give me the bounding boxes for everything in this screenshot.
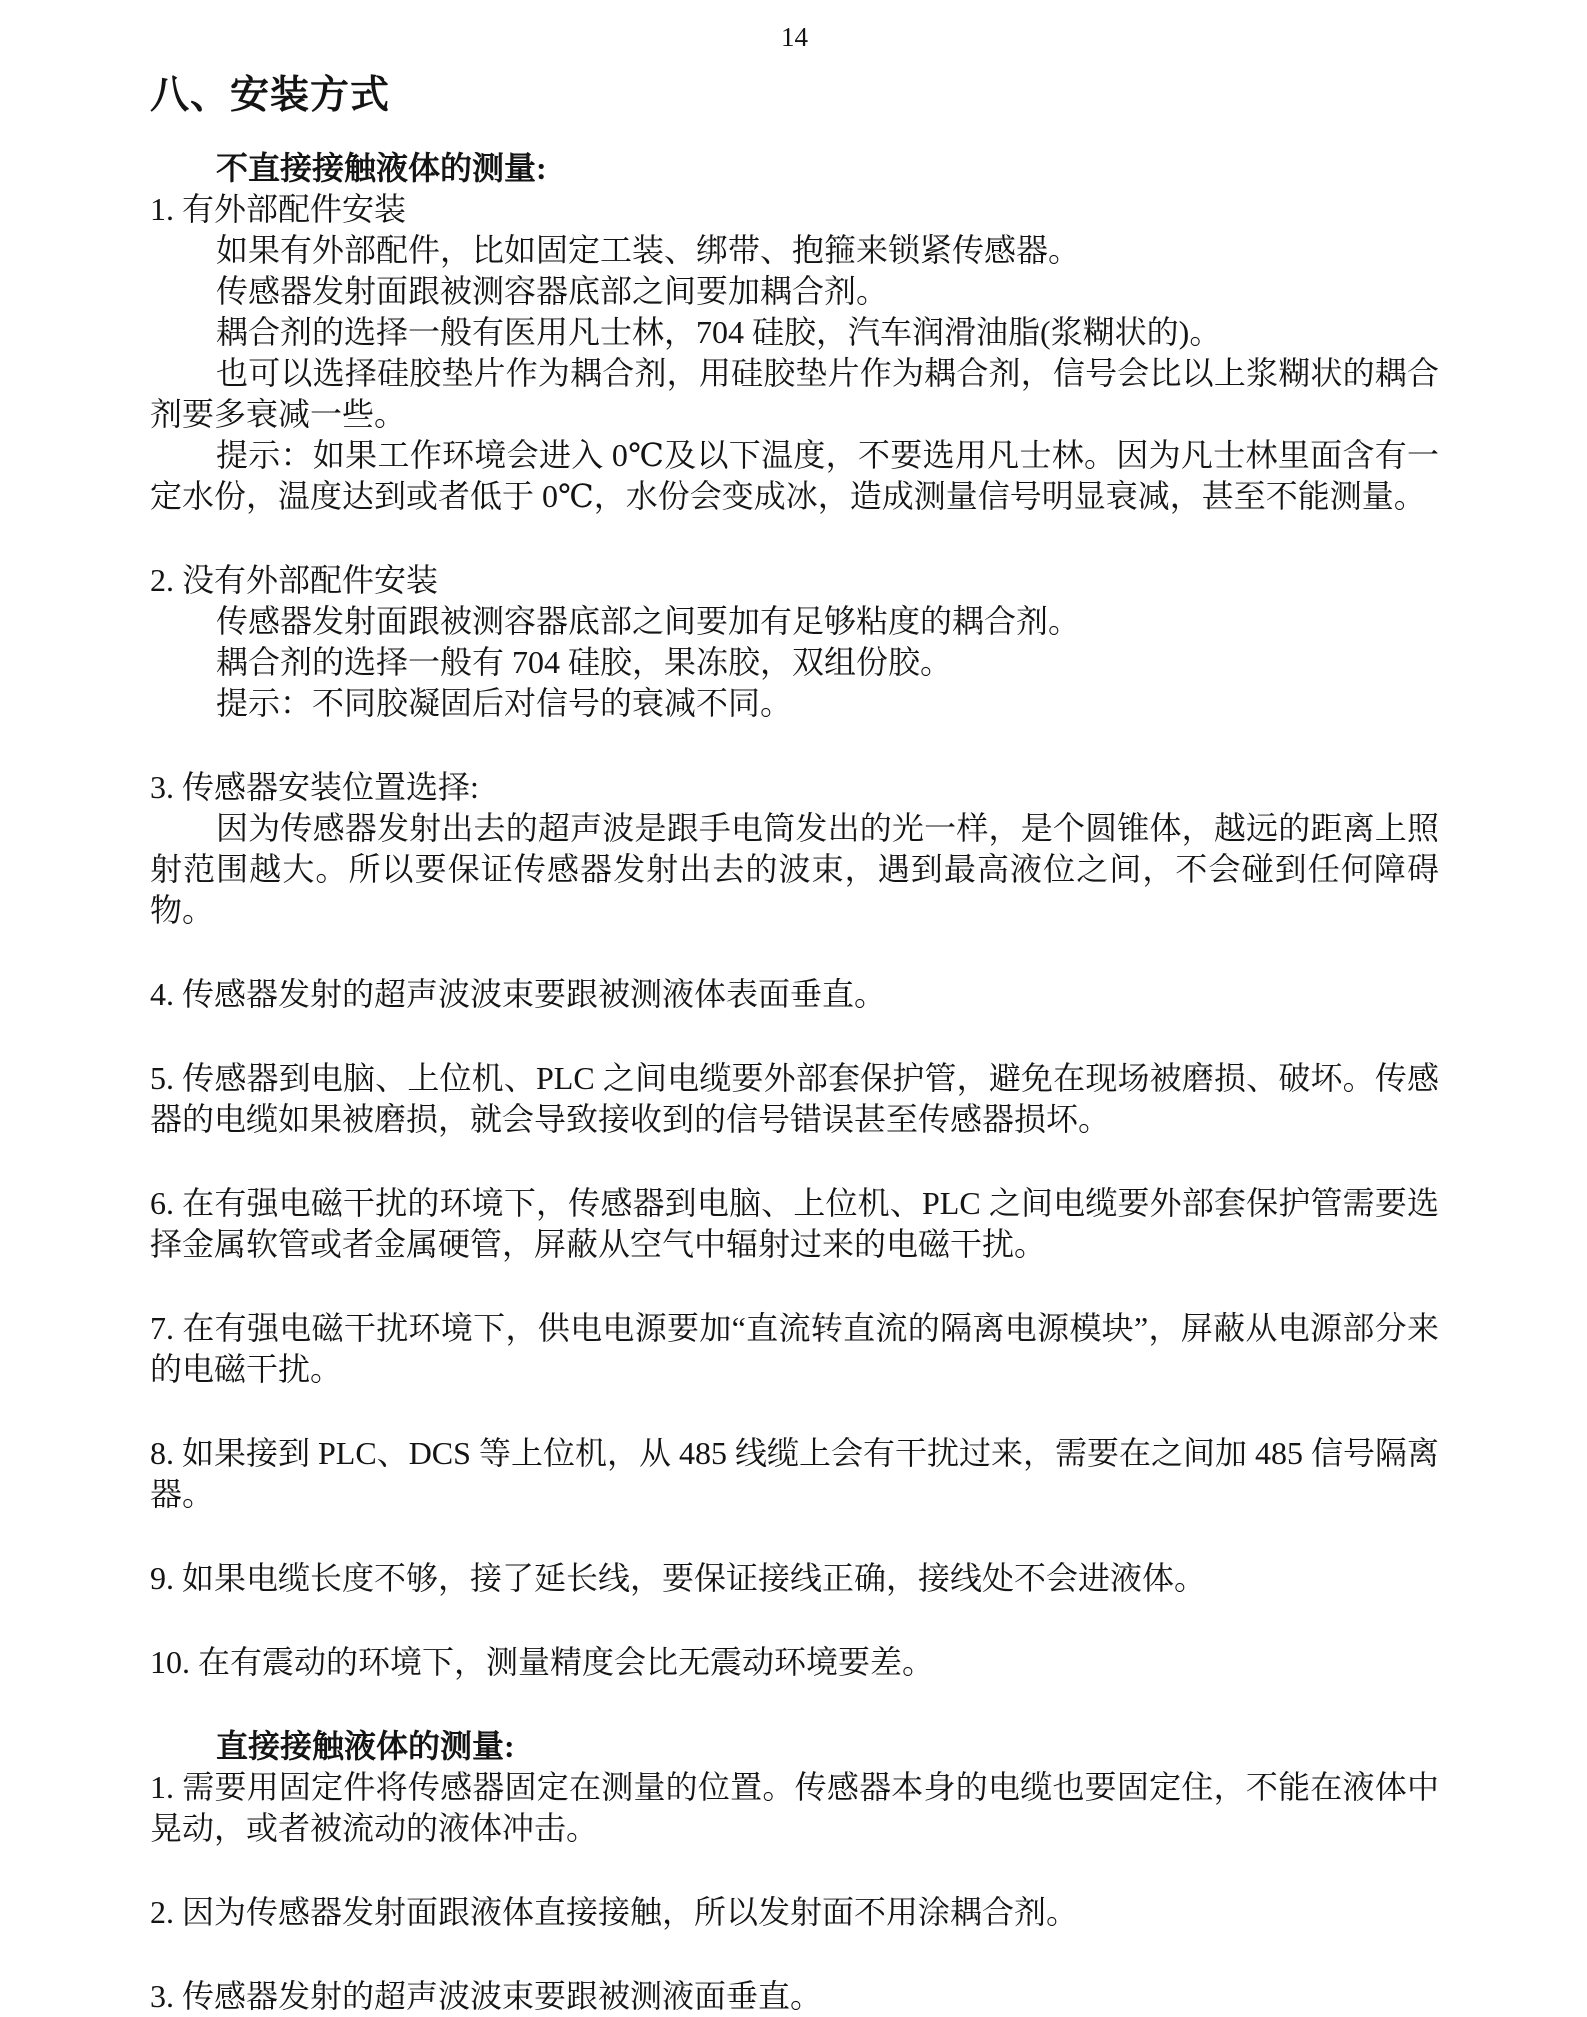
paragraph: 如果有外部配件，比如固定工装、绑带、抱箍来锁紧传感器。 bbox=[216, 232, 1081, 268]
paragraph: 传感器发射面跟被测容器底部之间要加有足够粘度的耦合剂。 bbox=[216, 603, 1081, 639]
paragraph: 因为传感器发射出去的超声波是跟手电筒发出的光一样，是个圆锥体，越远的距离上照射范围越大。所以要保证传感器发射出去的波束，遇到最高液位之间，不会碰到任何障碍物。 bbox=[150, 810, 1439, 928]
list-item: 6. 在有强电磁干扰的环境下，传感器到电脑、上位机、PLC 之间电缆要外部套保护管需要选择金属软管或者金属硬管，屏蔽从空气中辐射过来的电磁干扰。 bbox=[150, 1185, 1439, 1262]
paragraph: 耦合剂的选择一般有医用凡士林，704 硅胶，汽车润滑油脂(浆糊状的)。 bbox=[216, 314, 1222, 350]
paragraph: 也可以选择硅胶垫片作为耦合剂，用硅胶垫片作为耦合剂，信号会比以上浆糊状的耦合剂要多衰减一些。 bbox=[150, 355, 1439, 432]
page-title: 八、安装方式 bbox=[150, 74, 391, 117]
list-item: 5. 传感器到电脑、上位机、PLC 之间电缆要外部套保护管，避免在现场被磨损、破坏。传感器的电缆如果被磨损，就会导致接收到的信号错误甚至传感器损坏。 bbox=[150, 1060, 1439, 1137]
list-item: 4. 传感器发射的超声波波束要跟被测液体表面垂直。 bbox=[150, 976, 887, 1012]
page-number: 14 bbox=[781, 22, 808, 52]
list-item: 9. 如果电缆长度不够，接了延长线，要保证接线正确，接线处不会进液体。 bbox=[150, 1560, 1207, 1596]
list-item: 10. 在有震动的环境下，测量精度会比无震动环境要差。 bbox=[150, 1644, 935, 1680]
list-item: 2. 没有外部配件安装 bbox=[150, 562, 439, 598]
list-item: 2. 因为传感器发射面跟液体直接接触，所以发射面不用涂耦合剂。 bbox=[150, 1894, 1079, 1930]
paragraph: 传感器发射面跟被测容器底部之间要加耦合剂。 bbox=[216, 273, 889, 309]
paragraph: 耦合剂的选择一般有 704 硅胶，果冻胶，双组份胶。 bbox=[216, 644, 953, 680]
list-item: 8. 如果接到 PLC、DCS 等上位机，从 485 线缆上会有干扰过来，需要在之间加 485 信号隔离器。 bbox=[150, 1435, 1439, 1512]
subsection-heading-indirect-contact: 不直接接触液体的测量: bbox=[216, 150, 547, 186]
tip-paragraph: 提示：如果工作环境会进入 0℃及以下温度，不要选用凡士林。因为凡士林里面含有一定水份，温度达到或者低于 0℃，水份会变成冰，造成测量信号明显衰减，甚至不能测量。 bbox=[150, 437, 1439, 514]
tip-paragraph: 提示：不同胶凝固后对信号的衰减不同。 bbox=[216, 685, 793, 721]
list-item: 3. 传感器安装位置选择: bbox=[150, 769, 479, 805]
list-item: 7. 在有强电磁干扰环境下，供电电源要加“直流转直流的隔离电源模块”，屏蔽从电源部分来的电磁干扰。 bbox=[150, 1310, 1439, 1387]
list-item: 1. 有外部配件安装 bbox=[150, 191, 407, 227]
subsection-heading-direct-contact: 直接接触液体的测量: bbox=[216, 1728, 515, 1764]
list-item: 3. 传感器发射的超声波波束要跟被测液面垂直。 bbox=[150, 1978, 823, 2014]
list-item: 1. 需要用固定件将传感器固定在测量的位置。传感器本身的电缆也要固定住，不能在液体中晃动，或者被流动的液体冲击。 bbox=[150, 1769, 1439, 1846]
